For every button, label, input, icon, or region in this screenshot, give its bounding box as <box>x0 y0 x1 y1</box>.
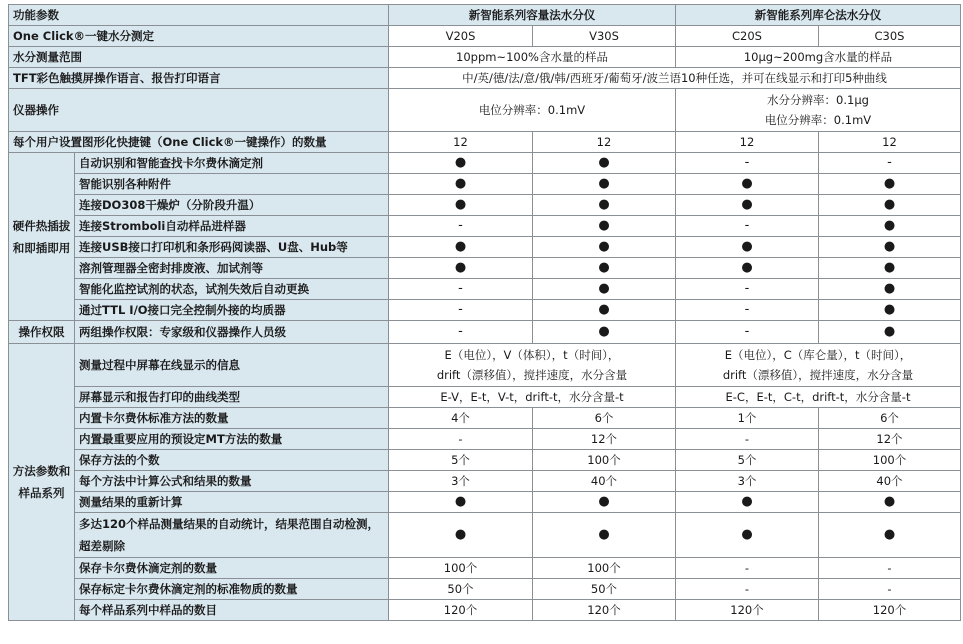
cell: 5个 <box>676 450 819 471</box>
table-row <box>9 450 961 471</box>
row-label: 连接Stromboli自动样品进样器 <box>75 216 389 237</box>
cell: ● <box>676 513 819 558</box>
cell: - <box>676 429 819 450</box>
cell-line: 电位分辨率：0.1mV <box>764 113 872 127</box>
cell <box>389 344 676 387</box>
cell: ● <box>819 216 961 237</box>
cell: 12 <box>676 132 819 153</box>
cell: ● <box>389 513 533 558</box>
cell: 3个 <box>676 471 819 492</box>
cell: ● <box>389 492 533 513</box>
header-row <box>9 5 961 26</box>
cell: - <box>676 579 819 600</box>
table-row <box>9 300 961 321</box>
table-row <box>9 558 961 579</box>
cell: E-V，E-t，V-t，drift-t，水分含量-t <box>389 387 676 408</box>
cell: 5个 <box>389 450 533 471</box>
cell-line: E（电位），V（体积），t（时间）， <box>444 348 620 362</box>
cell: E-C，E-t，C-t，drift-t，水分含量-t <box>676 387 961 408</box>
cell: ● <box>533 174 676 195</box>
cell: 120个 <box>819 600 961 621</box>
header-params: 功能参数 <box>9 5 389 26</box>
cell: ● <box>389 153 533 174</box>
cell: - <box>676 279 819 300</box>
table-row <box>9 26 961 47</box>
cell: 100个 <box>389 558 533 579</box>
cell: 50个 <box>533 579 676 600</box>
cell: 120个 <box>676 600 819 621</box>
cell: 120个 <box>533 600 676 621</box>
cell: 50个 <box>389 579 533 600</box>
table-row <box>9 579 961 600</box>
cell: ● <box>533 195 676 216</box>
cell: ● <box>533 216 676 237</box>
cell: ● <box>819 195 961 216</box>
cell: - <box>389 300 533 321</box>
cell <box>676 344 961 387</box>
cell: ● <box>676 174 819 195</box>
table-row <box>9 279 961 300</box>
table-row <box>9 429 961 450</box>
row-label: 保存卡尔费休滴定剂的数量 <box>75 558 389 579</box>
row-label: 屏幕显示和报告打印的曲线类型 <box>75 387 389 408</box>
row-label: TFT彩色触摸屏操作语言、报告打印语言 <box>9 68 389 89</box>
model-v30s: V30S <box>533 26 676 47</box>
model-v20s: V20S <box>389 26 533 47</box>
cell: - <box>819 579 961 600</box>
cell: - <box>819 558 961 579</box>
cell: - <box>676 216 819 237</box>
table-row <box>9 513 961 558</box>
cell: - <box>676 558 819 579</box>
cell: ● <box>533 258 676 279</box>
row-label: 每个样品系列中样品的数目 <box>75 600 389 621</box>
cell: 1个 <box>676 408 819 429</box>
row-label: 通过TTL I/O接口完全控制外接的均质器 <box>75 300 389 321</box>
table-row <box>9 132 961 153</box>
table-row <box>9 321 961 344</box>
row-label: 自动识别和智能查找卡尔费休滴定剂 <box>75 153 389 174</box>
cell: 12 <box>389 132 533 153</box>
cell: ● <box>676 492 819 513</box>
cell: 6个 <box>819 408 961 429</box>
cell: 40个 <box>819 471 961 492</box>
table-row <box>9 344 961 387</box>
table-row <box>9 68 961 89</box>
row-label: 多达120个样品测量结果的自动统计，结果范围自动检测，超差剔除 <box>75 513 389 558</box>
header-coulometric: 新智能系列库仑法水分仪 <box>676 5 961 26</box>
cell: ● <box>819 321 961 344</box>
cell: 100个 <box>533 450 676 471</box>
group-label-hardware: 硬件热插拔和即插即用 <box>9 153 75 321</box>
cell: ● <box>676 195 819 216</box>
row-label: 水分测量范围 <box>9 47 389 68</box>
row-label: 溶剂管理器全密封排废液、加试剂等 <box>75 258 389 279</box>
model-c30s: C30S <box>819 26 961 47</box>
cell-line: 水分分辨率：0.1μg <box>767 93 869 107</box>
spec-table <box>8 4 961 621</box>
cell: 100个 <box>819 450 961 471</box>
row-label: 连接DO308干燥炉（分阶段升温） <box>75 195 389 216</box>
cell-line: E（电位），C（库仑量），t（时间）， <box>724 348 912 362</box>
row-label: 每个用户设置图形化快捷键（One Click®一键操作）的数量 <box>9 132 389 153</box>
row-label: 智能化监控试剂的状态，试剂失效后自动更换 <box>75 279 389 300</box>
cell: 12 <box>533 132 676 153</box>
cell: ● <box>389 174 533 195</box>
cell-line: drift（漂移值），搅拌速度，水分含量 <box>436 368 628 382</box>
row-label: 测量过程中屏幕在线显示的信息 <box>75 344 389 387</box>
cell <box>676 89 961 132</box>
table-row <box>9 471 961 492</box>
table-row <box>9 258 961 279</box>
cell: ● <box>819 300 961 321</box>
cell: 12 <box>819 132 961 153</box>
cell: - <box>389 216 533 237</box>
row-label: 内置卡尔费休标准方法的数量 <box>75 408 389 429</box>
cell: ● <box>533 279 676 300</box>
cell: - <box>819 153 961 174</box>
row-label: 保存方法的个数 <box>75 450 389 471</box>
table-row <box>9 387 961 408</box>
cell: ● <box>819 237 961 258</box>
table-row <box>9 216 961 237</box>
header-capacity: 新智能系列容量法水分仪 <box>389 5 676 26</box>
model-c20s: C20S <box>676 26 819 47</box>
cell: - <box>676 153 819 174</box>
cell: 40个 <box>533 471 676 492</box>
cell: 电位分辨率：0.1mV <box>389 89 676 132</box>
cell: ● <box>819 258 961 279</box>
row-label: 仪器操作 <box>9 89 389 132</box>
row-label: 保存标定卡尔费休滴定剂的标准物质的数量 <box>75 579 389 600</box>
cell: ● <box>676 258 819 279</box>
row-label: One Click®一键水分测定 <box>9 26 389 47</box>
cell: ● <box>533 237 676 258</box>
cell: 3个 <box>389 471 533 492</box>
cell: ● <box>676 237 819 258</box>
table-row <box>9 47 961 68</box>
row-label: 连接USB接口打印机和条形码阅读器、U盘、Hub等 <box>75 237 389 258</box>
table-row <box>9 195 961 216</box>
table-row <box>9 237 961 258</box>
table-row <box>9 89 961 132</box>
cell: ● <box>819 279 961 300</box>
cell: 4个 <box>389 408 533 429</box>
cell: 10ppm~100%含水量的样品 <box>389 47 676 68</box>
row-label: 每个方法中计算公式和结果的数量 <box>75 471 389 492</box>
cell: 10μg~200mg含水量的样品 <box>676 47 961 68</box>
cell: - <box>389 429 533 450</box>
row-label: 智能识别各种附件 <box>75 174 389 195</box>
row-label: 测量结果的重新计算 <box>75 492 389 513</box>
cell: ● <box>533 513 676 558</box>
cell: ● <box>819 492 961 513</box>
cell: ● <box>533 492 676 513</box>
cell: 120个 <box>389 600 533 621</box>
table-row <box>9 408 961 429</box>
cell: 12个 <box>819 429 961 450</box>
row-label: 两组操作权限：专家级和仪器操作人员级 <box>75 321 389 344</box>
cell: ● <box>389 258 533 279</box>
cell: ● <box>819 513 961 558</box>
cell: ● <box>533 321 676 344</box>
cell: 12个 <box>533 429 676 450</box>
table-row <box>9 492 961 513</box>
cell: ● <box>533 300 676 321</box>
cell: ● <box>389 195 533 216</box>
table-row <box>9 153 961 174</box>
cell: - <box>389 321 533 344</box>
row-label: 内置最重要应用的预设定MT方法的数量 <box>75 429 389 450</box>
group-label-permission: 操作权限 <box>9 321 75 344</box>
cell: 中/英/德/法/意/俄/韩/西班牙/葡萄牙/波兰语10种任选，并可在线显示和打印5种曲线 <box>389 68 961 89</box>
cell: ● <box>819 174 961 195</box>
cell-line: drift（漂移值），搅拌速度，水分含量 <box>722 368 914 382</box>
cell: - <box>676 300 819 321</box>
cell: - <box>389 279 533 300</box>
cell: ● <box>533 153 676 174</box>
cell: ● <box>389 237 533 258</box>
group-label-method: 方法参数和样品系列 <box>9 344 75 621</box>
table-row <box>9 600 961 621</box>
table-row <box>9 174 961 195</box>
cell: - <box>676 321 819 344</box>
cell: 100个 <box>533 558 676 579</box>
cell: 6个 <box>533 408 676 429</box>
